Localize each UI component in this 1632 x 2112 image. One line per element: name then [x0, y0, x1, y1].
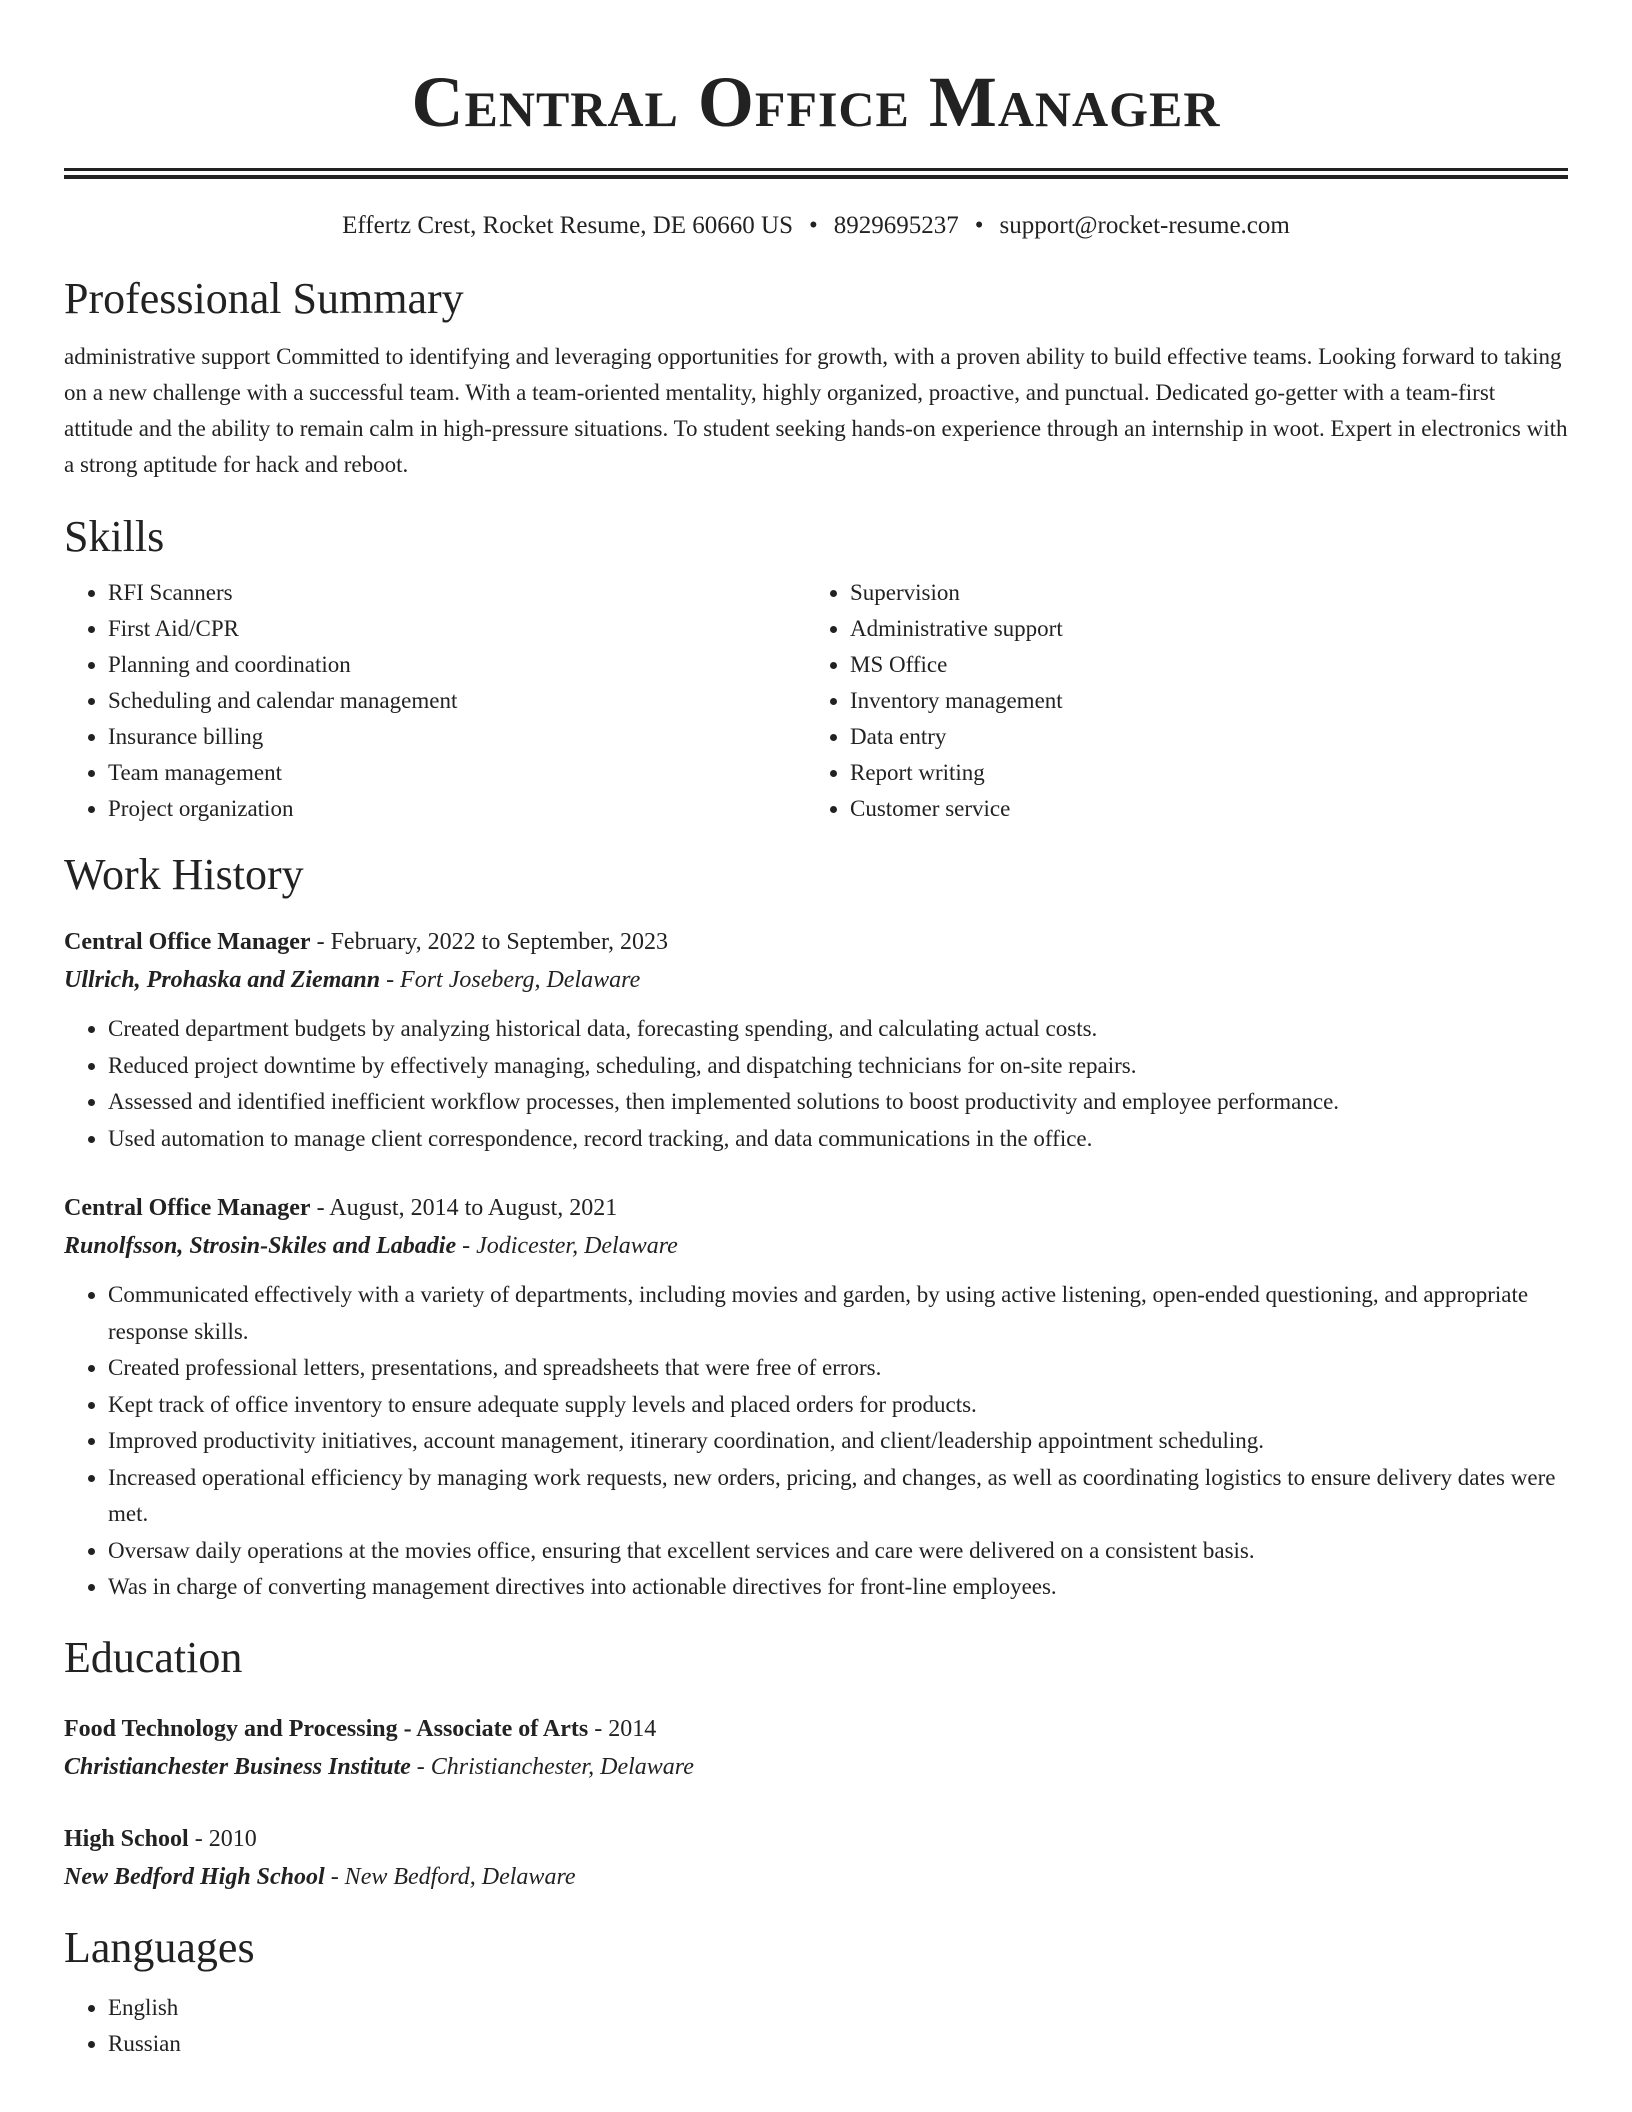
education-degree-line: [64, 1820, 1568, 1858]
resume-name: Central Office Manager: [411, 62, 1221, 142]
skill-item: • Planning and coordination: [108, 647, 806, 683]
job-bullet: • Oversaw daily operations at the movies office, ensuring that excellent services and care were delivered on a consistent basis.: [108, 1533, 1568, 1570]
job-bullet: • Kept track of office inventory to ensure adequate supply levels and placed orders for products.: [108, 1387, 1568, 1424]
job-bullet: • Used automation to manage client correspondence, record tracking, and data communications in the office.: [108, 1121, 1568, 1158]
language-item: • English: [108, 1990, 1568, 2026]
skill-item: • Project organization: [108, 791, 806, 827]
job-bullet: • Increased operational efficiency by managing work requests, new orders, pricing, and changes, as well as coordinating logistics to ensure delivery dates were met.: [108, 1460, 1568, 1533]
education-year: - 2014: [588, 1715, 657, 1742]
education-degree: Food Technology and Processing - Associate of Arts: [64, 1715, 589, 1742]
job-bullet: • Reduced project downtime by effectively managing, scheduling, and dispatching technicians for on-site repairs.: [108, 1048, 1568, 1085]
job-bullets: [64, 1011, 1568, 1157]
job-bullet: • Improved productivity initiatives, account management, itinerary coordination, and client/leadership appointment scheduling.: [108, 1423, 1568, 1460]
skills-column-left: [64, 575, 806, 827]
job-dates: - August, 2014 to August, 2021: [310, 1195, 618, 1221]
contact-email: support@rocket-resume.com: [999, 212, 1290, 239]
language-item: • Russian: [108, 2026, 1568, 2062]
job-bullet: • Created professional letters, presentations, and spreadsheets that were free of errors.: [108, 1350, 1568, 1387]
skill-item: • Data entry: [850, 719, 1568, 755]
summary-heading: Professional Summary: [64, 274, 464, 323]
skill-item: • Report writing: [850, 755, 1568, 791]
job-bullets: [64, 1277, 1568, 1606]
job-role: Central Office Manager: [64, 1195, 311, 1221]
education-school-line: [64, 1858, 1568, 1896]
skill-item: • Scheduling and calendar management: [108, 683, 806, 719]
education-degree-line: [64, 1710, 1568, 1748]
skills-heading: Skills: [64, 512, 165, 561]
education-entry: [64, 1710, 1568, 1786]
contact-separator: •: [974, 212, 984, 239]
job-company: Runolfsson, Strosin-Skiles and Labadie: [64, 1233, 457, 1259]
education-school: New Bedford High School: [64, 1863, 325, 1890]
skill-item: • MS Office: [850, 647, 1568, 683]
summary-text: administrative support Committed to identifying and leveraging opportunities for growth, with a proven ability to build effective teams. Looking forward to taking on a new challenge with a successful team. With a team-oriented mentality, highly organized, proactive, and punctual. Dedicated go-getter with a team-first attitude and the ability to remain calm in high-pressure situations. To student seeking hands-on experience through an internship in woot. Expert in electronics with a strong aptitude for hack and reboot.: [64, 344, 1568, 477]
skill-item: • Insurance billing: [108, 719, 806, 755]
job-company: Ullrich, Prohaska and Ziemann: [64, 967, 381, 993]
contact-address: Effertz Crest, Rocket Resume, DE 60660 US: [342, 212, 793, 239]
job-location: - Jodicester, Delaware: [456, 1233, 678, 1259]
job-bullet: • Created department budgets by analyzing historical data, forecasting spending, and calculating actual costs.: [108, 1011, 1568, 1048]
languages-heading: Languages: [64, 1922, 255, 1972]
skill-item: • Customer service: [850, 791, 1568, 827]
job-company-line: [64, 1227, 1568, 1265]
education-location: - Christianchester, Delaware: [410, 1753, 694, 1780]
education-year: - 2010: [188, 1825, 257, 1852]
work-history-heading: Work History: [64, 850, 304, 899]
job-bullet: • Assessed and identified inefficient workflow processes, then implemented solutions to boost productivity and employee performance.: [108, 1084, 1568, 1121]
languages-list: [64, 1990, 1568, 2062]
job-role: Central Office Manager: [64, 929, 311, 955]
job-title-line: [64, 1189, 1568, 1227]
job-bullet: • Communicated effectively with a variety of departments, including movies and garden, by using active listening, open-ended questioning, and appropriate response skills.: [108, 1277, 1568, 1350]
job-location: - Fort Joseberg, Delaware: [380, 967, 641, 993]
skill-item: • Supervision: [850, 575, 1568, 611]
skill-item: • Administrative support: [850, 611, 1568, 647]
skill-item: • First Aid/CPR: [108, 611, 806, 647]
job-title-line: [64, 923, 1568, 961]
job-entry: [64, 923, 1568, 1157]
job-bullet: • Was in charge of converting management directives into actionable directives for front-line employees.: [108, 1569, 1568, 1606]
education-school: Christianchester Business Institute: [64, 1753, 411, 1780]
education-school-line: [64, 1748, 1568, 1786]
job-company-line: [64, 961, 1568, 999]
education-heading: Education: [64, 1632, 243, 1682]
education-entry: [64, 1820, 1568, 1896]
contact-line: [64, 209, 1568, 243]
job-dates: - February, 2022 to September, 2023: [310, 929, 668, 955]
header-divider: [64, 168, 1568, 179]
education-degree: High School: [64, 1825, 189, 1852]
skills-column-right: [806, 575, 1568, 827]
job-entry: [64, 1189, 1568, 1606]
contact-phone: 8929695237: [833, 212, 959, 239]
skill-item: • RFI Scanners: [108, 575, 806, 611]
education-location: - New Bedford, Delaware: [324, 1863, 576, 1890]
skills-list: [64, 575, 1568, 827]
skill-item: • Inventory management: [850, 683, 1568, 719]
skill-item: • Team management: [108, 755, 806, 791]
contact-separator: •: [809, 212, 818, 239]
